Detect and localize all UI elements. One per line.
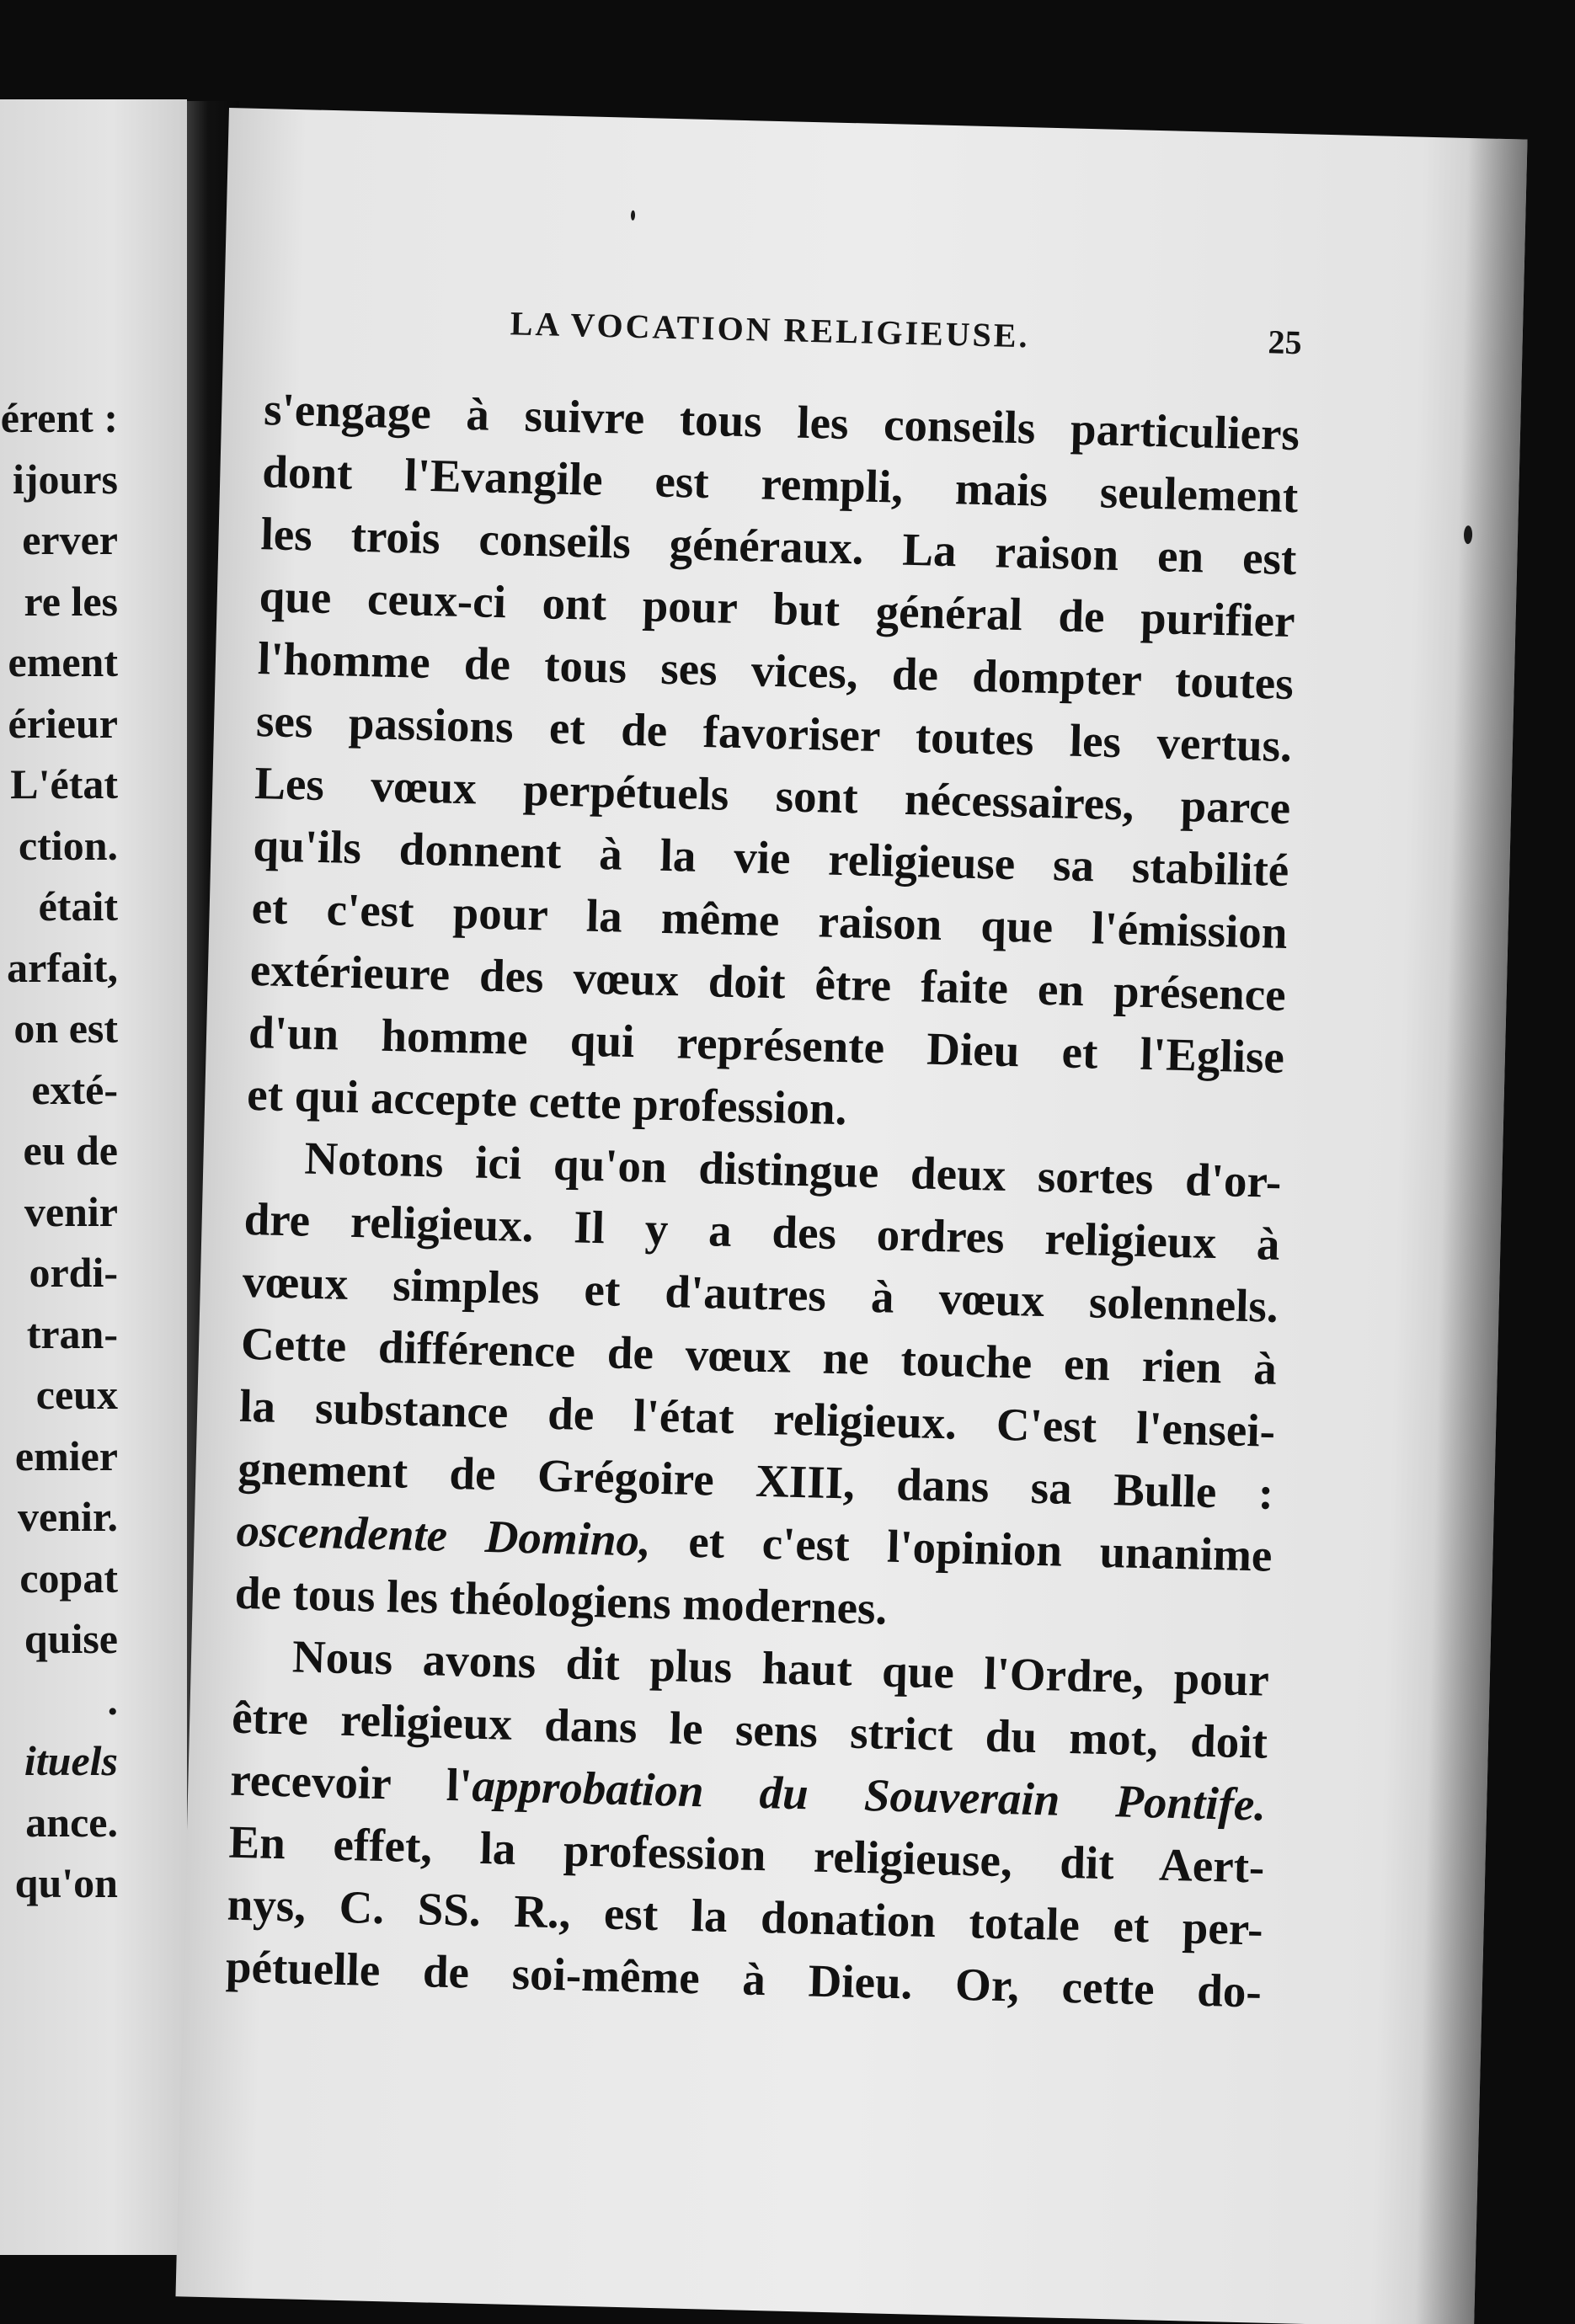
text-segment: recevoir l': [229, 1753, 473, 1811]
text-segment: et c'est l'opinion unanime: [650, 1514, 1273, 1581]
text-segment: dre religieux. Il y a des ordres religieux à: [243, 1192, 1281, 1270]
previous-page-line: exté-: [31, 1065, 118, 1113]
previous-page-line: quise: [24, 1615, 118, 1662]
previous-page-line: re les: [24, 577, 118, 625]
previous-page-line: ituels: [24, 1737, 118, 1784]
previous-page-line: tran-: [26, 1309, 118, 1357]
previous-page-line: érent :: [0, 394, 118, 441]
previous-page-line: ction.: [18, 821, 118, 869]
text-segment: Nous avons dit plus haut que l'Ordre, pour: [291, 1630, 1270, 1706]
previous-page-line: venir: [24, 1187, 118, 1235]
previous-page-line: venir.: [18, 1493, 118, 1540]
previous-page-line: on est: [13, 1005, 118, 1052]
print-speck: [631, 211, 635, 221]
text-segment: l'homme de tous ses vices, de dompter toutes: [257, 632, 1295, 710]
body-text: [225, 378, 1300, 2023]
text-segment: Les vœux perpétuels sont nécessaires, parce: [254, 756, 1291, 834]
text-segment: les trois conseils généraux. La raison en est: [259, 508, 1298, 585]
previous-page-line: arfait,: [7, 943, 118, 991]
text-segment: extérieure des vœux doit être faite en présence: [249, 943, 1287, 1021]
text-segment: Cette différence de vœux ne touche en rien à: [240, 1317, 1278, 1394]
previous-page-line: ement: [8, 638, 118, 685]
text-segment: qu'ils donnent à la vie religieuse sa stabilité: [252, 818, 1289, 897]
text-segment: gnement de Grégoire XIII, dans sa Bulle :: [237, 1442, 1274, 1519]
previous-page-line: ijours: [13, 455, 118, 503]
running-title: LA VOCATION RELIGIEUSE.: [510, 304, 1031, 355]
previous-page-fragment: [0, 99, 187, 2255]
text-segment: s'engage à suivre tous les conseils particuliers: [263, 383, 1300, 461]
text-segment: d'un homme qui représente Dieu et l'Eglise: [248, 1005, 1285, 1083]
text-segment: vœux simples et d'autres à vœux solennels.: [242, 1255, 1279, 1332]
previous-page-line: emier: [14, 1431, 118, 1479]
page-edge-shadow: [1415, 138, 1528, 2324]
text-segment: ses passions et de favoriser toutes les vertus.: [255, 695, 1293, 772]
text-segment: nys, C. SS. R., est la donation totale et per-: [227, 1878, 1264, 1955]
text-segment: être religieux dans le sens strict du mot, doit: [231, 1691, 1268, 1768]
previous-page-line: ordi-: [29, 1249, 118, 1296]
text-segment: et c'est pour la même raison que l'émission: [251, 881, 1289, 958]
text-segment: En effet, la profession religieuse, dit Aert-: [227, 1815, 1266, 1893]
previous-page-line: .: [107, 1676, 118, 1724]
text-segment: la substance de l'état religieux. C'est l'ensei-: [238, 1379, 1276, 1457]
previous-page-line: était: [38, 882, 118, 930]
text-segment: dont l'Evangile est rempli, mais seulement: [261, 445, 1299, 523]
previous-page-line: copat: [19, 1554, 118, 1602]
previous-page-line: ceux: [35, 1371, 118, 1418]
current-page: [175, 108, 1527, 2324]
running-head: [265, 292, 1302, 376]
italic-text-segment: oscendente Domino,: [235, 1504, 652, 1566]
text-segment: et qui accepte cette profession.: [246, 1068, 848, 1135]
previous-page-line: qu'on: [14, 1859, 118, 1906]
text-segment: que ceux-ci ont pour but général de purifier: [259, 570, 1296, 648]
previous-page-line: erver: [22, 516, 118, 563]
previous-page-line: L'état: [10, 760, 118, 808]
text-segment: pétuelle de soi-même à Dieu. Or, cette do-: [225, 1940, 1263, 2018]
previous-page-line: ance.: [25, 1798, 118, 1846]
italic-text-segment: approbation du Souverain Pontife.: [471, 1759, 1267, 1831]
page-number: 25: [1268, 322, 1303, 362]
previous-page-line: eu de: [23, 1127, 118, 1174]
text-segment: de tous les théologiens modernes.: [234, 1566, 889, 1634]
previous-page-line: érieur: [8, 699, 118, 747]
text-segment: Notons ici qu'on distingue deux sortes d'or-: [303, 1132, 1282, 1207]
